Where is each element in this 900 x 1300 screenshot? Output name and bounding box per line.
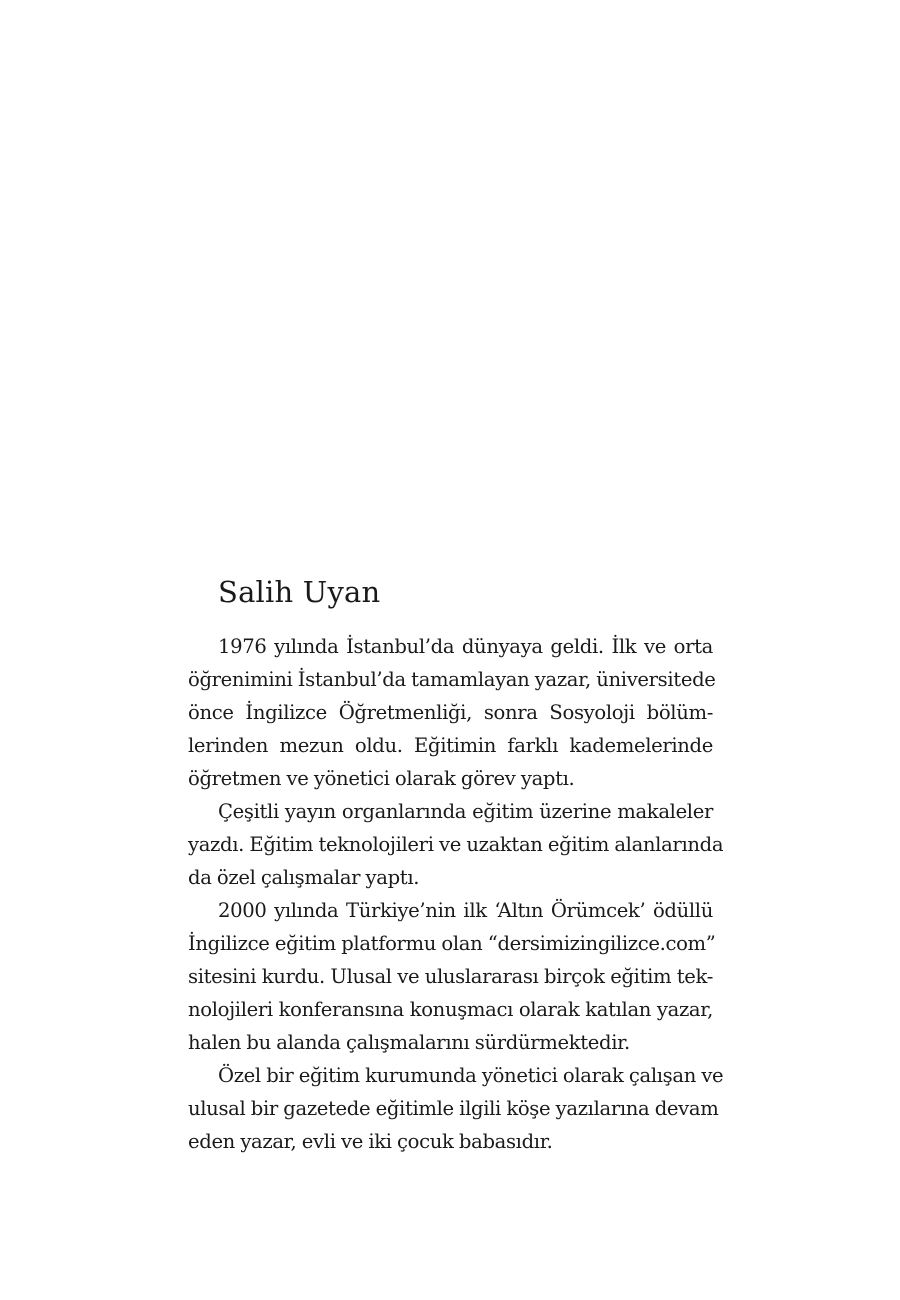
bio-line: lerinden mezun oldu. Eğitimin farklı kademelerinde <box>188 734 713 757</box>
bio-paragraph-2 <box>188 795 724 894</box>
bio-line: eden yazar, evli ve iki çocuk babasıdır. <box>188 1130 553 1153</box>
bio-paragraph-4 <box>188 1059 724 1158</box>
bio-line: 2000 yılında Türkiye’nin ilk ‘Altın Örümcek’ ödüllü <box>218 899 713 922</box>
bio-line: halen bu alanda çalışmalarını sürdürmektedir. <box>188 1031 630 1054</box>
author-name: Salih Uyan <box>218 575 381 609</box>
bio-line: Çeşitli yayın organlarında eğitim üzerine makaleler <box>218 800 713 823</box>
bio-line: öğretmen ve yönetici olarak görev yaptı. <box>188 767 575 790</box>
bio-line: nolojileri konferansına konuşmacı olarak katılan yazar, <box>188 998 713 1021</box>
bio-line: sitesini kurdu. Ulusal ve uluslararası birçok eğitim tek- <box>188 965 713 988</box>
bio-line: öğrenimini İstanbul’da tamamlayan yazar, üniversitede <box>188 668 716 691</box>
bio-line: da özel çalışmalar yaptı. <box>188 866 420 889</box>
bio-paragraph-3 <box>188 894 716 1059</box>
bio-line: ulusal bir gazetede eğitimle ilgili köşe yazılarına devam <box>188 1097 719 1120</box>
bio-paragraph-1 <box>188 630 716 795</box>
bio-line: İngilizce eğitim platformu olan “dersimizingilizce.com” <box>188 932 716 955</box>
bio-line: Özel bir eğitim kurumunda yönetici olarak çalışan ve <box>218 1064 724 1087</box>
bio-line: önce İngilizce Öğretmenliği, sonra Sosyoloji bölüm- <box>188 701 713 724</box>
bio-line: 1976 yılında İstanbul’da dünyaya geldi. İlk ve orta <box>218 635 713 658</box>
author-biography <box>188 630 724 1158</box>
bio-line: yazdı. Eğitim teknolojileri ve uzaktan eğitim alanlarında <box>188 833 724 856</box>
